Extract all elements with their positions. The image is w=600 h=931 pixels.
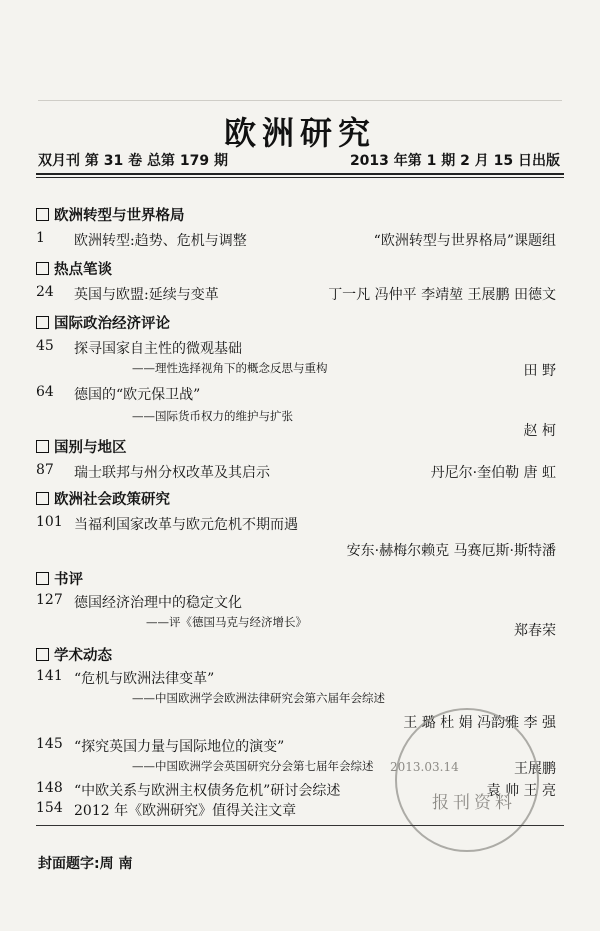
- article-title: 2012 年《欧洲研究》值得关注文章: [74, 803, 297, 819]
- section-heading: 热点笔谈: [36, 258, 556, 279]
- article-title: 英国与欧盟:延续与变革: [74, 287, 219, 303]
- footer-rule: [36, 825, 564, 826]
- page-number: 45: [36, 338, 54, 354]
- article-title: 德国经济治理中的稳定文化: [74, 595, 242, 611]
- section-heading: 学术动态: [36, 644, 556, 665]
- article-authors: “欧洲转型与世界格局”课题组: [373, 233, 556, 249]
- page-number: 24: [36, 284, 54, 300]
- issue-volume: 双月刊 第 31 卷 总第 179 期: [38, 153, 228, 169]
- article-title: 当福利国家改革与欧元危机不期而遇: [74, 517, 298, 533]
- article-title: 欧洲转型:趋势、危机与调整: [74, 233, 247, 249]
- page-number: 87: [36, 462, 54, 478]
- page-number: 64: [36, 384, 54, 400]
- section-heading: 国际政治经济评论: [36, 312, 556, 333]
- article-authors: 王展鹏: [514, 761, 556, 777]
- checkbox-icon: [36, 440, 49, 453]
- article-authors: 郑春荣: [514, 623, 556, 639]
- section-heading: 国别与地区: [36, 436, 556, 457]
- article-authors: 袁 帅 王 亮: [486, 783, 556, 799]
- header-rule: [36, 173, 564, 175]
- article-authors: 田 野: [523, 363, 556, 379]
- article-title: 瑞士联邦与州分权改革及其启示: [74, 465, 270, 481]
- article-subtitle: ——中国欧洲学会欧洲法律研究会第六届年会综述: [132, 691, 385, 705]
- page-number: 141: [36, 668, 63, 684]
- library-stamp: [395, 708, 539, 852]
- header-rule-thin: [36, 177, 564, 178]
- page-number: 127: [36, 592, 63, 608]
- page-number: 148: [36, 780, 63, 796]
- checkbox-icon: [36, 572, 49, 585]
- article-authors: 王 璐 杜 娟 冯韵雅 李 强: [403, 715, 556, 731]
- page-number: 145: [36, 736, 63, 752]
- stamp-date: 2013.03.14: [390, 760, 459, 774]
- checkbox-icon: [36, 316, 49, 329]
- page-number: 154: [36, 800, 63, 816]
- checkbox-icon: [36, 262, 49, 275]
- article-subtitle: ——评《德国马克与经济增长》: [146, 615, 307, 629]
- cover-calligraphy-credit: 封面题字:周 南: [38, 856, 133, 872]
- section-heading: 欧洲社会政策研究: [36, 488, 556, 509]
- stamp-text: 报刊资料: [432, 793, 516, 813]
- article-title: “中欧关系与欧洲主权债务危机”研讨会综述: [74, 783, 341, 799]
- bleed-through-rule: [38, 100, 562, 101]
- section-heading: 欧洲转型与世界格局: [36, 204, 556, 225]
- article-title: 探寻国家自主性的微观基础: [74, 341, 242, 357]
- article-subtitle: ——中国欧洲学会英国研究分会第七届年会综述: [132, 759, 374, 773]
- article-subtitle: ——国际货币权力的维护与扩张: [132, 409, 293, 423]
- article-subtitle: ——理性选择视角下的概念反思与重构: [132, 361, 328, 375]
- article-authors: 安东·赫梅尔赖克 马赛厄斯·斯特潘: [346, 543, 556, 559]
- checkbox-icon: [36, 648, 49, 661]
- page-number: 1: [36, 230, 45, 246]
- checkbox-icon: [36, 492, 49, 505]
- article-authors: 丁一凡 冯仲平 李靖堃 王展鹏 田德文: [328, 287, 556, 303]
- article-title: “危机与欧洲法律变革”: [74, 671, 215, 687]
- article-title: 德国的“欧元保卫战”: [74, 387, 201, 403]
- checkbox-icon: [36, 208, 49, 221]
- article-authors: 赵 柯: [523, 423, 556, 439]
- issue-info-bar: [36, 148, 564, 168]
- article-title: “探究英国力量与国际地位的演变”: [74, 739, 285, 755]
- section-heading: 书评: [36, 568, 556, 589]
- journal-title: 欧洲研究: [223, 114, 376, 152]
- page-number: 101: [36, 514, 63, 530]
- article-authors: 丹尼尔·奎伯勒 唐 虹: [430, 465, 556, 481]
- issue-date: 2013 年第 1 期 2 月 15 日出版: [349, 153, 560, 169]
